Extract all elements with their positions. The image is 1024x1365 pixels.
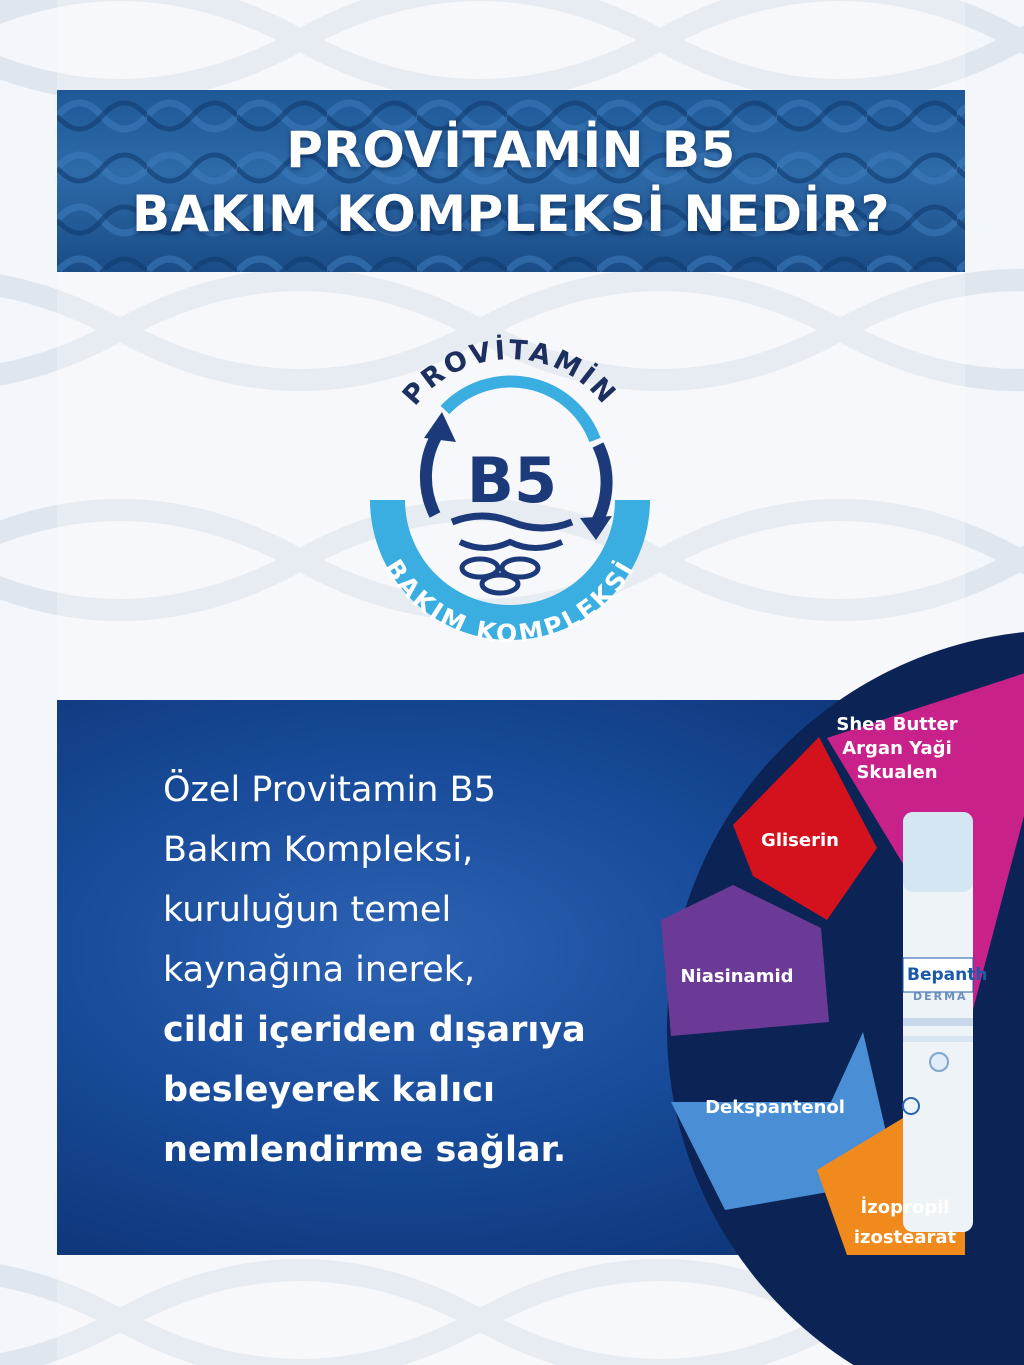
scale-pattern-icon <box>462 559 538 593</box>
description-bold-line: cildi içeriden dışarıya <box>163 1010 586 1050</box>
down-arrow-icon <box>595 445 607 525</box>
page-title <box>57 118 965 246</box>
product-brand: Bepanth <box>907 965 988 985</box>
segment-label: Argan Yaği <box>842 738 952 759</box>
badge-b5: B5 <box>466 444 558 517</box>
description-line: kuruluğun temel <box>163 890 452 930</box>
description-line: kaynağına inerek, <box>163 950 476 990</box>
description-bold-line: nemlendirme sağlar. <box>163 1130 567 1170</box>
badge-ring <box>445 382 595 440</box>
badge-bottom-text: BAKIM KOMPLEKSİ <box>378 554 641 649</box>
title-line-2: BAKIM KOMPLEKSİ NEDİR? <box>131 185 891 243</box>
product-line: DERMA <box>913 990 968 1003</box>
description-line: Özel Provitamin B5 <box>163 770 496 810</box>
wave-icon <box>452 516 572 528</box>
header-banner <box>57 90 965 272</box>
segment-label: izostearat <box>853 1227 957 1248</box>
up-arrowhead-icon <box>424 412 456 442</box>
segment-label: Gliserin <box>761 830 839 851</box>
provitamin-b5-badge <box>340 330 680 650</box>
title-line-1: PROVİTAMİN B5 <box>286 121 736 179</box>
badge-top-text: PROVİTAMİN <box>396 334 624 412</box>
up-arrow-icon <box>426 430 440 515</box>
ingredient-wheel <box>57 700 988 1255</box>
wave-icon-2 <box>460 542 562 548</box>
segment-label: Skualen <box>856 762 938 783</box>
segment-label: İzopropil <box>860 1197 950 1218</box>
segment-label: Dekspantenol <box>705 1097 845 1118</box>
segment-label: Shea Butter <box>836 714 958 735</box>
info-panel <box>57 700 988 1255</box>
segment-label: Niasinamid <box>680 966 794 987</box>
description-bold-line: besleyerek kalıcı <box>163 1070 496 1110</box>
down-arrowhead-icon <box>580 516 612 540</box>
description-line: Bakım Kompleksi, <box>163 830 474 870</box>
